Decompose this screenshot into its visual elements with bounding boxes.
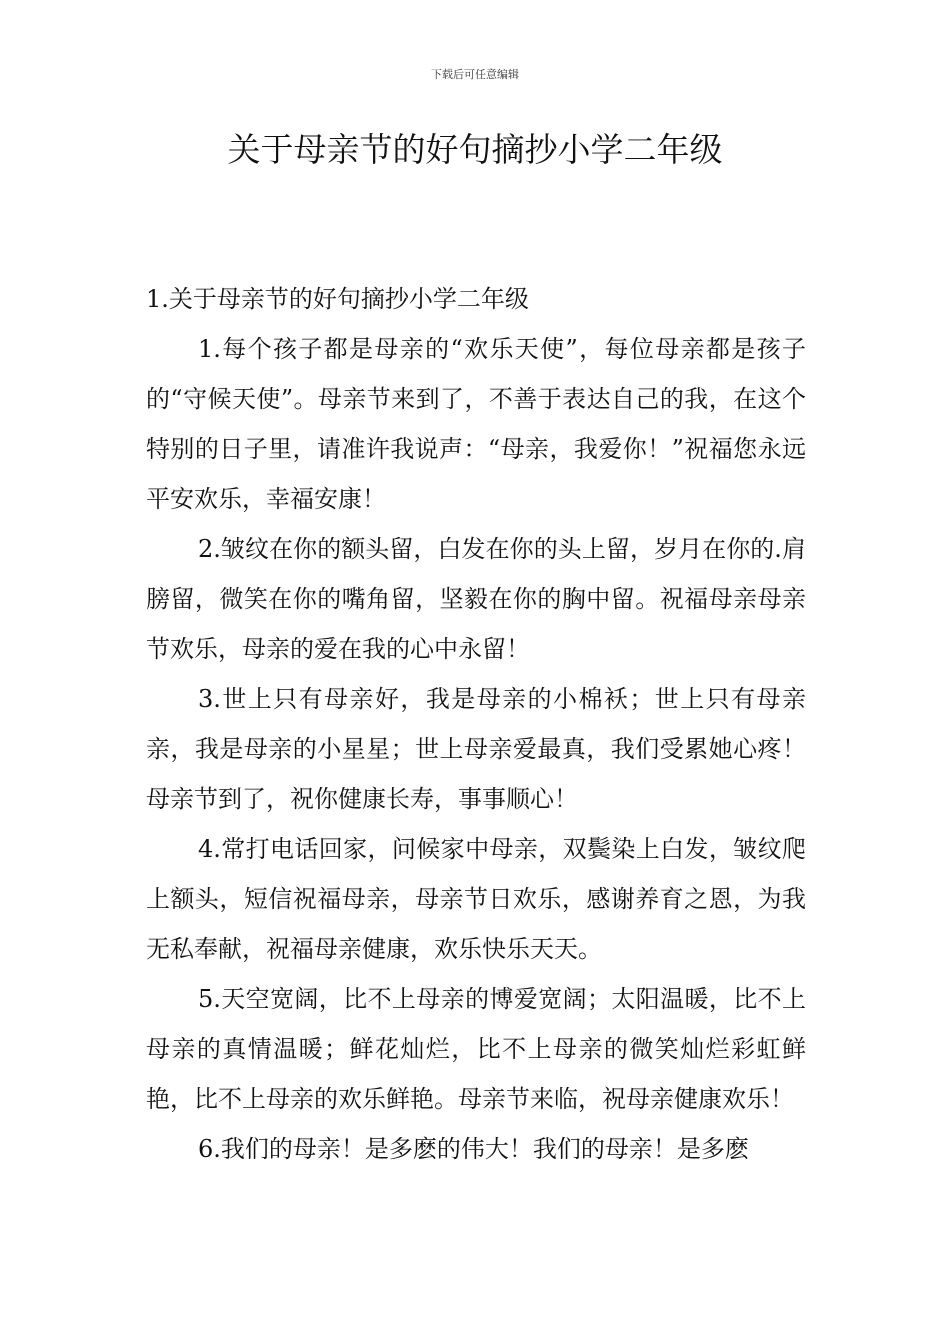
paragraph-2: 2.皱纹在你的额头留，白发在你的头上留，岁月在你的.肩膀留，微笑在你的嘴角留，坚毅在你的胸中留。祝福母亲母亲节欢乐，母亲的爱在我的心中永留！ [146,535,806,663]
paragraph-5: 5.天空宽阔，比不上母亲的博爱宽阔；太阳温暖，比不上母亲的真情温暖；鲜花灿烂，比不上母亲的微笑灿烂彩虹鲜艳，比不上母亲的欢乐鲜艳。母亲节来临，祝母亲健康欢乐！ [146,985,806,1113]
page-header-note: 下载后可任意编辑 [431,68,519,81]
paragraph-4: 4.常打电话回家，问候家中母亲，双鬓染上白发，皱纹爬上额头，短信祝福母亲，母亲节日欢乐，感谢养育之恩，为我无私奉献，祝福母亲健康，欢乐快乐天天。 [146,835,806,963]
paragraph-6: 6.我们的母亲！是多麽的伟大！我们的母亲！是多麽 [198,1135,749,1163]
document-body [146,274,806,1174]
section-heading: 1.关于母亲节的好句摘抄小学二年级 [146,285,529,313]
document-title: 关于母亲节的好句摘抄小学二年级 [227,130,723,169]
paragraph-3: 3.世上只有母亲好，我是母亲的小棉袄；世上只有母亲亲，我是母亲的小星星；世上母亲爱最真，我们受累她心疼！母亲节到了，祝你健康长寿，事事顺心！ [146,685,806,813]
paragraph-1: 1.每个孩子都是母亲的“欢乐天使”，每位母亲都是孩子的“守候天使”。母亲节来到了，不善于表达自己的我，在这个特别的日子里，请准许我说声：“母亲，我爱你！”祝福您永远平安欢乐，幸福安康！ [146,335,806,513]
